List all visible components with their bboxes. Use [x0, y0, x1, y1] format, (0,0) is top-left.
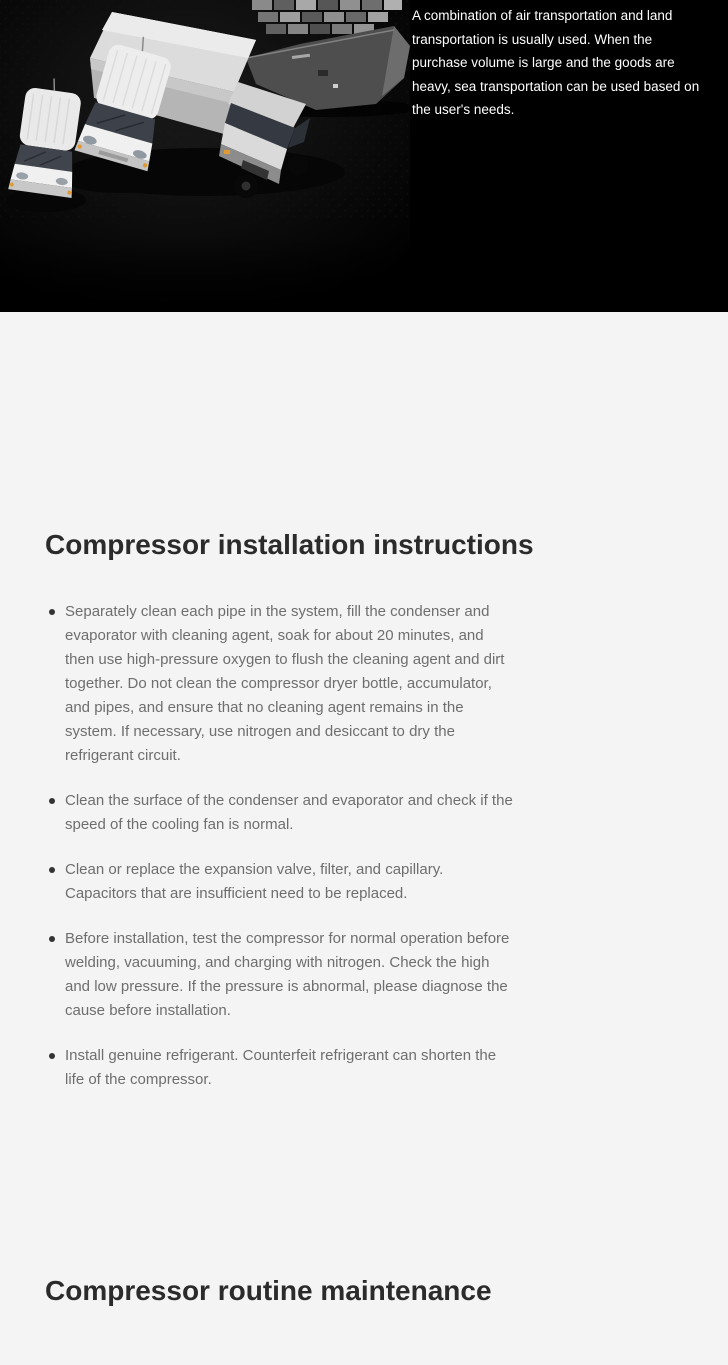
- list-item: Separately clean each pipe in the system, fill the condenser and evaporator with cleaning agent, soak for about 20 minutes, and then use high-pressure oxygen to flush the cleaning agent and dirt together. Do not clean the compressor dryer bottle, accumulator, and pipes, and ensure that no cleaning agent remains in the system. If necessary, use nitrogen and desiccant to dry the refrigerant circuit.: [65, 600, 513, 768]
- list-item: Install genuine refrigerant. Counterfeit refrigerant can shorten the life of the compressor.: [65, 1044, 513, 1092]
- list-item: Clean the surface of the condenser and evaporator and check if the speed of the cooling fan is normal.: [65, 789, 513, 837]
- list-item: Clean or replace the expansion valve, filter, and capillary. Capacitors that are insufficient need to be replaced.: [65, 858, 513, 906]
- list-item: Before installation, test the compressor for normal operation before welding, vacuuming, and charging with nitrogen. Check the high and low pressure. If the pressure is abnormal, please diagnose the cause before installation.: [65, 927, 513, 1023]
- maintenance-heading: Compressor routine maintenance: [45, 1274, 492, 1306]
- content-section: [0, 312, 728, 1307]
- hero-section: [0, 0, 728, 312]
- hero-description: A combination of air transportation and land transportation is usually used. When the purchase volume is large and the goods are heavy, sea transportation can be used based on the user's needs.: [412, 8, 700, 117]
- fleet-photo: [0, 0, 410, 312]
- installation-bullet-list: [45, 600, 683, 1092]
- installation-heading: Compressor installation instructions: [45, 529, 534, 560]
- photo-fade: [0, 235, 410, 312]
